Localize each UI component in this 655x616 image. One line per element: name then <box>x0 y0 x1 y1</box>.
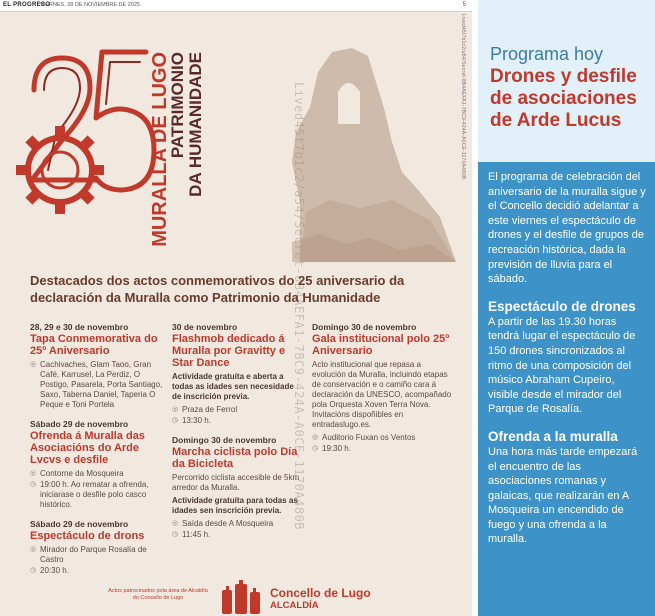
title-muralla-de-lugo: MURALLA DE LUGO <box>149 52 171 247</box>
event-time: ◷ 19:00 h. Ao rematar a ofrenda, iniciarase o desfile polo casco histórico. <box>30 480 168 510</box>
event-item <box>30 519 168 576</box>
newspaper-date: VIERNES, 28 DE NOVIEMBRE DE 2025 <box>40 2 140 8</box>
program-sidebar <box>472 0 655 616</box>
event-location: ◎ Mirador do Parque Rosalía de Castro <box>30 545 168 565</box>
event-time: ◷ 20:30 h. <box>30 566 168 576</box>
event-time: ◷ 13:30 h. <box>172 416 304 426</box>
logo-concello-de-lugo: Concello de Lugo <box>270 586 371 600</box>
event-item <box>172 435 304 540</box>
newspaper-masthead-strip <box>0 0 472 12</box>
event-title: Gala institucional polo 25º Aniversario <box>312 333 450 357</box>
event-date: Domingo 30 de novembro <box>172 435 277 445</box>
event-description: Acto institucional que repasa a evolución da Muralla, incluindo etapas de conservación e o camiño cara á declaración da UNESCO, acompañado pola Orquesta Xoven Terra Nova. Invitacións dispoñibles en entradaslugo.es. <box>312 360 452 429</box>
edge-watermark: Lived45f7b1c2/a54/Secret-8B4AEFA1-7BC9-424A-A0CE-1170A480B <box>460 14 466 180</box>
event-title: Flashmob dedicado á Muralla por Gravitty e Star Dance <box>172 333 286 369</box>
events-column-1 <box>30 322 168 585</box>
event-title: Ofrenda á Muralla das Asociacións do Arde Lvcvs e desfile <box>30 430 145 466</box>
event-note: Actividade gratuíta para todas as idades sen inscrición previa. <box>172 496 298 515</box>
logo-alcaldia: ALCALDÍA <box>270 600 319 611</box>
events-column-2 <box>172 322 304 549</box>
event-location: ◎ Cachivaches, Glam Taoo, Gran Café, Karrusel, La Perdiz, O Postigo, Pasarela, Porta Santiago, Saxo, Taberna Daniel, Taperia O Peque e Toni Portela <box>30 360 168 410</box>
event-title: Tapa Conmemorativa do 25º Aniversario <box>30 333 158 357</box>
event-title: Espectáculo de drons <box>30 530 145 542</box>
concello-towers-icon <box>220 580 268 614</box>
muralla-tower-illustration <box>292 48 456 262</box>
sidebar-body <box>478 162 655 616</box>
event-description: Percorrido ciclista accesible de 5km arredor da Muralla. <box>172 473 300 492</box>
events-column-3 <box>312 322 452 463</box>
event-item <box>30 322 168 410</box>
sidebar-title: Drones y desfile de asociaciones de Arde Lucus <box>490 66 637 131</box>
sidebar-header <box>478 0 655 162</box>
section-ofrenda-title: Ofrenda a la muralla <box>488 428 618 444</box>
sidebar-kicker: Programa hoy <box>490 44 604 64</box>
section-drones-body: A partir de las 19.30 horas tendrá lugar el espectáculo de 150 drones sincronizados al ritmo de una composición del músico Abraham Cupeiro, visible desde el mirador del Parque de Rosalía. <box>488 315 636 416</box>
event-location: ◎ Saída desde A Mosqueira <box>172 519 304 529</box>
event-time: ◷ 11:45 h. <box>172 530 304 540</box>
event-date: 28, 29 e 30 de novembro <box>30 322 129 332</box>
event-date: 30 de novembro <box>172 322 238 332</box>
watermark-vertical: Lived45f7b1c2/a54/Secret-8B4AEFA1-7BC9-424A-A0CE-1170A480B <box>292 82 306 531</box>
digit-5-outline <box>96 52 154 190</box>
poster-vertical-title <box>149 52 208 247</box>
event-date: Sábado 29 de novembro <box>30 419 129 429</box>
gear-icon <box>16 126 104 214</box>
section-ofrenda-body: Una hora más tarde empezará el encuentro de las asociaciones romanas y galaicas, que realizarán en A Mosqueira un encendido de fuego y una ofrenda a la muralla. <box>488 445 638 546</box>
title-patrimonio: PATRIMONIO <box>168 52 187 159</box>
digit-5-inner-line <box>106 62 140 104</box>
concello-logo <box>220 580 371 614</box>
event-item <box>312 322 452 454</box>
title-da-humanidade: DA HUMANIDADE <box>186 52 205 197</box>
event-note: Actividade gratuíta e aberta a todas as idades sen necesidade de inscrición previa. <box>172 372 294 401</box>
event-item <box>30 419 168 510</box>
sponsor-note: Actos patrocinados pola área de Alcaldía do Concello de Lugo <box>108 588 208 601</box>
page-number: 5 <box>462 2 466 8</box>
event-time: ◷ 19:30 h. <box>312 444 452 454</box>
event-date: Sábado 29 de novembro <box>30 519 129 529</box>
hero-artwork <box>0 12 472 264</box>
event-date: Domingo 30 de novembro <box>312 322 417 332</box>
event-item <box>172 322 304 426</box>
event-location: ◎ Auditorio Fuxan os Ventos <box>312 433 452 443</box>
event-title: Marcha ciclista polo Día da Bicicleta <box>172 446 298 470</box>
event-location: ◎ Praza de Ferrol <box>172 405 304 415</box>
sidebar-intro: El programa de celebración del aniversario de la muralla sigue y el Concello decidió adelantar a este viernes el espectáculo de drones y el desfile de grupos de recreación histórica, dada la previsión de lluvia para el sábado. <box>488 171 646 286</box>
section-drones-title: Espectáculo de drones <box>488 298 636 314</box>
digit-2-outline <box>32 58 96 180</box>
poster-headline: Destacados dos actos conmemorativos do 25 aniversario da declaración da Muralla como Patrimonio da Humanidade <box>30 273 405 305</box>
newspaper-brand: EL PROGRESO <box>3 2 51 8</box>
event-location: ◎ Contorne da Mosqueira <box>30 469 168 479</box>
